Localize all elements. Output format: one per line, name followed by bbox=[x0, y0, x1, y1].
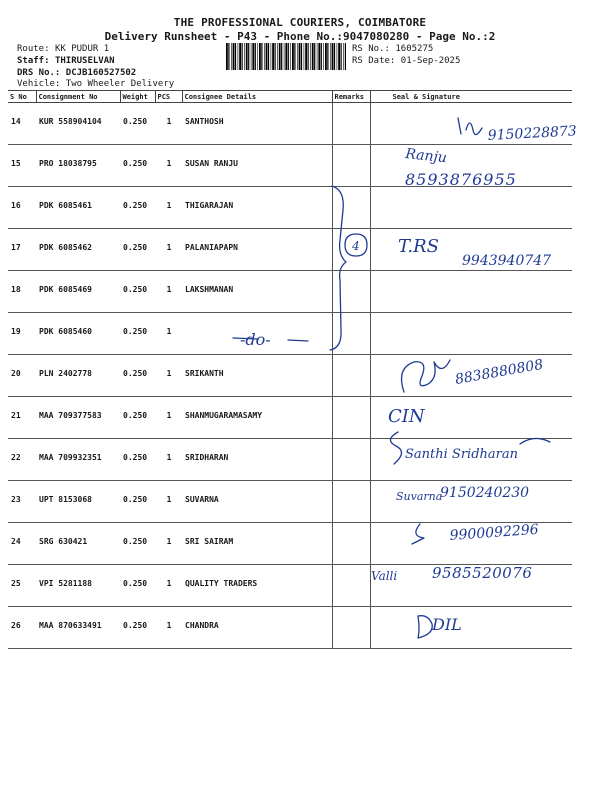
table-row bbox=[8, 607, 572, 649]
cell-consignee: SUVARNA bbox=[182, 481, 332, 523]
table-row bbox=[8, 481, 572, 523]
cell-signature bbox=[370, 481, 572, 523]
route-line bbox=[17, 44, 109, 54]
cell-signature bbox=[370, 103, 572, 145]
cell-pcs: 1 bbox=[155, 145, 182, 187]
table-row bbox=[8, 313, 572, 355]
col-header-sno: S No bbox=[8, 91, 36, 103]
cell-sno: 22 bbox=[8, 439, 36, 481]
cell-sno: 16 bbox=[8, 187, 36, 229]
cell-sno: 25 bbox=[8, 565, 36, 607]
cell-consignment: MAA 709377583 bbox=[36, 397, 120, 439]
rs-no-line bbox=[352, 44, 433, 54]
cell-sno: 14 bbox=[8, 103, 36, 145]
vehicle-value: Two Wheeler Delivery bbox=[65, 79, 175, 89]
vehicle-line bbox=[17, 79, 174, 89]
cell-pcs: 1 bbox=[155, 229, 182, 271]
cell-remarks bbox=[332, 187, 370, 229]
cell-weight: 0.250 bbox=[120, 313, 155, 355]
cell-pcs: 1 bbox=[155, 187, 182, 229]
cell-pcs: 1 bbox=[155, 607, 182, 649]
cell-consignee: SRIDHARAN bbox=[182, 439, 332, 481]
cell-remarks bbox=[332, 103, 370, 145]
cell-remarks bbox=[332, 607, 370, 649]
handwriting-row20-phone: 8838880808 bbox=[453, 356, 545, 388]
table-row bbox=[8, 439, 572, 481]
route-value: KK PUDUR 1 bbox=[54, 44, 110, 54]
table-row bbox=[8, 103, 572, 145]
cell-sno: 26 bbox=[8, 607, 36, 649]
cell-signature bbox=[370, 355, 572, 397]
table-row bbox=[8, 523, 572, 565]
table-row bbox=[8, 355, 572, 397]
cell-remarks bbox=[332, 523, 370, 565]
cell-signature bbox=[370, 271, 572, 313]
col-header-remarks: Remarks bbox=[332, 91, 370, 103]
cell-weight: 0.250 bbox=[120, 607, 155, 649]
cell-weight: 0.250 bbox=[120, 103, 155, 145]
handwriting-row17-phone: 9943940747 bbox=[462, 253, 552, 269]
handwriting-row24-phone: 9900092296 bbox=[449, 521, 540, 544]
cell-consignee: CHANDRA bbox=[182, 607, 332, 649]
table-row bbox=[8, 397, 572, 439]
handwriting-row17-initials: T.RS bbox=[398, 236, 439, 257]
cell-pcs: 1 bbox=[155, 397, 182, 439]
handwriting-row25-sign: Valli bbox=[371, 569, 398, 583]
cell-weight: 0.250 bbox=[120, 523, 155, 565]
cell-consignment: SRG 630421 bbox=[36, 523, 120, 565]
rs-no-label: RS No.: bbox=[352, 44, 390, 54]
runsheet-table bbox=[8, 90, 572, 649]
cell-signature bbox=[370, 313, 572, 355]
cell-signature bbox=[370, 229, 572, 271]
col-header-pcs: PCS bbox=[155, 91, 182, 103]
staff-value: THIRUSELVAN bbox=[54, 56, 115, 66]
staff-label: Staff: bbox=[17, 56, 50, 66]
handwriting-row21-mark: CIN bbox=[388, 406, 425, 427]
handwriting-row25-phone: 9585520076 bbox=[432, 564, 533, 582]
col-header-weight: Weight bbox=[120, 91, 155, 103]
cell-pcs: 1 bbox=[155, 523, 182, 565]
cell-pcs: 1 bbox=[155, 313, 182, 355]
cell-sno: 18 bbox=[8, 271, 36, 313]
barcode bbox=[226, 43, 346, 70]
cell-pcs: 1 bbox=[155, 439, 182, 481]
col-header-consignee: Consignee Details bbox=[182, 91, 332, 103]
cell-consignee: SUSAN RANJU bbox=[182, 145, 332, 187]
handwriting-row14: 9150228873 bbox=[487, 123, 578, 144]
cell-consignee: PALANIAPAPN bbox=[182, 229, 332, 271]
handwriting-ditto: -do- bbox=[240, 330, 271, 349]
cell-remarks bbox=[332, 145, 370, 187]
cell-consignee: SANTHOSH bbox=[182, 103, 332, 145]
cell-sno: 15 bbox=[8, 145, 36, 187]
cell-consignee: THIGARAJAN bbox=[182, 187, 332, 229]
cell-weight: 0.250 bbox=[120, 481, 155, 523]
cell-consignee: SRI SAIRAM bbox=[182, 523, 332, 565]
cell-consignment: PRO 18038795 bbox=[36, 145, 120, 187]
table-row bbox=[8, 271, 572, 313]
cell-weight: 0.250 bbox=[120, 565, 155, 607]
col-header-signature: Seal & Signature bbox=[370, 91, 572, 103]
document-title: THE PROFESSIONAL COURIERS, COIMBATORE bbox=[173, 16, 427, 29]
cell-sno: 24 bbox=[8, 523, 36, 565]
cell-signature bbox=[370, 439, 572, 481]
cell-consignment: PLN 2402778 bbox=[36, 355, 120, 397]
cell-remarks bbox=[332, 229, 370, 271]
cell-weight: 0.250 bbox=[120, 439, 155, 481]
cell-pcs: 1 bbox=[155, 271, 182, 313]
route-label: Route: bbox=[17, 44, 50, 54]
cell-weight: 0.250 bbox=[120, 271, 155, 313]
handwriting-row22-sign: Santhi Sridharan bbox=[405, 447, 518, 462]
table-row bbox=[8, 187, 572, 229]
cell-consignment: PDK 6085469 bbox=[36, 271, 120, 313]
cell-consignment: PDK 6085460 bbox=[36, 313, 120, 355]
cell-consignee: SHANMUGARAMASAMY bbox=[182, 397, 332, 439]
cell-weight: 0.250 bbox=[120, 145, 155, 187]
handwriting-row15-name: Ranju bbox=[404, 146, 448, 167]
rs-no-value: 1605275 bbox=[395, 44, 434, 54]
cell-consignment: KUR 558904104 bbox=[36, 103, 120, 145]
cell-remarks bbox=[332, 481, 370, 523]
cell-sno: 20 bbox=[8, 355, 36, 397]
document-subtitle: Delivery Runsheet - P43 - Phone No.:9047080280 - Page No.:2 bbox=[104, 30, 496, 43]
rs-date-value: 01-Sep-2025 bbox=[400, 56, 461, 66]
cell-sno: 19 bbox=[8, 313, 36, 355]
drs-value: DCJB160527502 bbox=[65, 68, 137, 78]
cell-pcs: 1 bbox=[155, 481, 182, 523]
cell-remarks bbox=[332, 565, 370, 607]
cell-consignee: LAKSHMANAN bbox=[182, 271, 332, 313]
cell-signature bbox=[370, 607, 572, 649]
cell-consignee bbox=[182, 313, 332, 355]
cell-signature bbox=[370, 187, 572, 229]
staff-line bbox=[17, 56, 115, 66]
cell-weight: 0.250 bbox=[120, 397, 155, 439]
handwriting-row15-phone: 8593876955 bbox=[405, 170, 517, 189]
handwriting-row26-sign: DIL bbox=[432, 615, 462, 634]
cell-consignment: PDK 6085462 bbox=[36, 229, 120, 271]
table-row bbox=[8, 565, 572, 607]
rs-date-line bbox=[352, 56, 460, 66]
cell-consignment: MAA 709932351 bbox=[36, 439, 120, 481]
cell-signature bbox=[370, 523, 572, 565]
col-header-consignment: Consignment No bbox=[36, 91, 120, 103]
cell-pcs: 1 bbox=[155, 355, 182, 397]
cell-remarks bbox=[332, 397, 370, 439]
cell-consignee: SRIKANTH bbox=[182, 355, 332, 397]
cell-remarks bbox=[332, 313, 370, 355]
handwriting-row23-sign: Suvarna bbox=[396, 490, 443, 503]
cell-weight: 0.250 bbox=[120, 229, 155, 271]
table-header-row bbox=[8, 91, 572, 103]
cell-pcs: 1 bbox=[155, 565, 182, 607]
vehicle-label: Vehicle: bbox=[17, 79, 61, 89]
cell-signature bbox=[370, 397, 572, 439]
table-row bbox=[8, 229, 572, 271]
cell-sno: 21 bbox=[8, 397, 36, 439]
cell-consignment: UPT 8153068 bbox=[36, 481, 120, 523]
cell-consignment: MAA 870633491 bbox=[36, 607, 120, 649]
table-row bbox=[8, 145, 572, 187]
cell-remarks bbox=[332, 355, 370, 397]
handwriting-bracket-mark: 4 bbox=[352, 239, 360, 253]
cell-remarks bbox=[332, 271, 370, 313]
cell-remarks bbox=[332, 439, 370, 481]
cell-pcs: 1 bbox=[155, 103, 182, 145]
drs-label: DRS No.: bbox=[17, 68, 61, 78]
cell-weight: 0.250 bbox=[120, 187, 155, 229]
cell-signature bbox=[370, 565, 572, 607]
cell-consignment: PDK 6085461 bbox=[36, 187, 120, 229]
cell-sno: 17 bbox=[8, 229, 36, 271]
drs-line bbox=[17, 68, 136, 78]
cell-weight: 0.250 bbox=[120, 355, 155, 397]
cell-consignment: VPI 5281188 bbox=[36, 565, 120, 607]
cell-consignee: QUALITY TRADERS bbox=[182, 565, 332, 607]
rs-date-label: RS Date: bbox=[352, 56, 396, 66]
cell-sno: 23 bbox=[8, 481, 36, 523]
handwriting-row23-phone: 9150240230 bbox=[440, 485, 530, 501]
cell-signature bbox=[370, 145, 572, 187]
